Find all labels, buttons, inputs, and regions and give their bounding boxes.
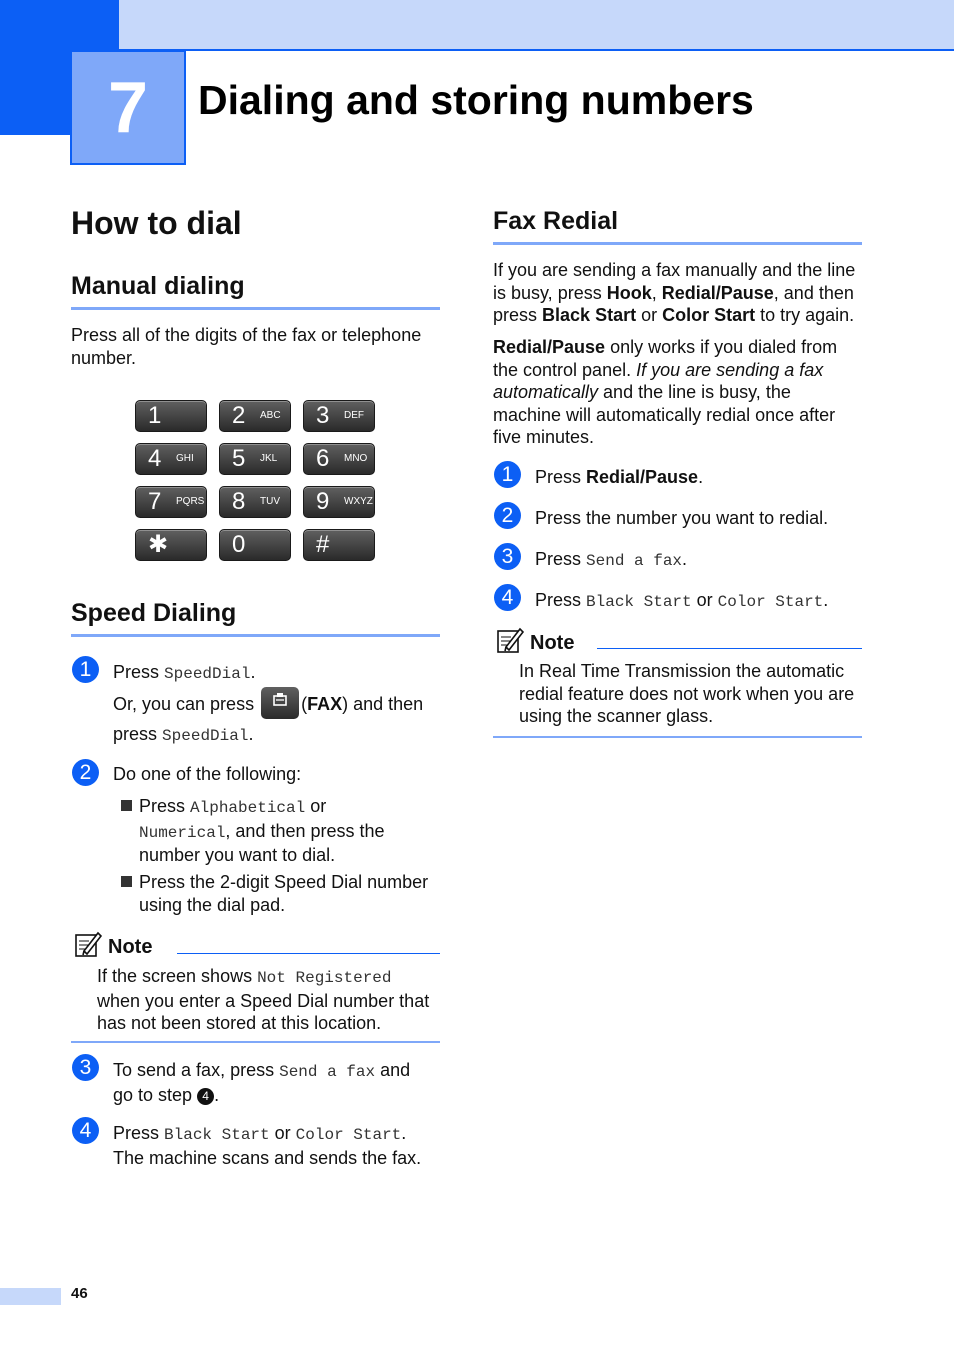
- redial-key-label: Redial/Pause: [493, 337, 606, 357]
- lcd-text: Alphabetical: [190, 799, 306, 817]
- speed-step3-text: [113, 1059, 453, 1106]
- speed-step2-text: Do one of the following:: [113, 764, 302, 784]
- text: Press: [535, 590, 587, 610]
- speed-bullet1: [139, 795, 449, 867]
- step-number: 1: [72, 656, 99, 683]
- section-title-how-to-dial: How to dial: [71, 205, 242, 241]
- text: machine will automatically redial once after: [493, 404, 836, 425]
- note-header-line: [597, 648, 862, 649]
- redial-step4-text: [535, 589, 885, 614]
- dial-key-digit: 8: [232, 488, 246, 515]
- step-number: 4: [72, 1117, 99, 1144]
- step-reference: 4: [197, 1088, 214, 1105]
- text: .: [823, 590, 829, 610]
- text: Press: [113, 662, 165, 682]
- text: .: [250, 662, 256, 682]
- section-rule: [493, 242, 862, 245]
- text: .: [698, 467, 704, 487]
- chapter-number-box: [70, 50, 186, 165]
- dial-key: [303, 400, 375, 432]
- text: .: [248, 724, 254, 744]
- redial-step3-text: [535, 548, 687, 573]
- text: Press: [139, 796, 191, 816]
- lcd-text: Send a fax: [279, 1063, 376, 1081]
- text: .: [401, 1123, 407, 1143]
- text: ) and then: [342, 694, 424, 714]
- text: go to step: [113, 1084, 198, 1105]
- text: Press: [113, 1123, 165, 1143]
- dial-key-digit: 0: [232, 531, 246, 558]
- page-number: 46: [71, 1285, 88, 1302]
- text: is busy, press: [493, 282, 607, 303]
- header-band: [119, 0, 954, 49]
- fax-button-icon: [261, 687, 299, 719]
- text: press: [493, 305, 543, 325]
- text: or: [636, 305, 663, 325]
- dial-key-letters: MNO: [344, 453, 368, 464]
- dial-key-digit: 4: [148, 445, 162, 472]
- chapter-number: 7: [107, 68, 149, 148]
- manual-dialing-text: Press all of the digits of the fax or telephone number.: [71, 325, 422, 368]
- text: or: [305, 796, 327, 816]
- speed-step1-alt: Or, you can press (FAX) and then press SpeedDial.: [113, 687, 453, 751]
- text: only works if you dialed from: [605, 337, 838, 357]
- text: If you are sending a fax: [636, 359, 824, 380]
- redial-key-label: Redial/Pause: [586, 467, 699, 487]
- section-title-fax-redial: Fax Redial: [493, 207, 619, 235]
- text: and the line is busy, the: [598, 382, 791, 402]
- dial-key: [219, 443, 291, 475]
- header-rule: [119, 49, 954, 51]
- speed-step1-text: [113, 661, 443, 686]
- speed-bullet2: [139, 871, 449, 916]
- step-number: 2: [494, 502, 521, 529]
- text: automatically: [493, 382, 599, 402]
- dial-key: [135, 443, 207, 475]
- fax-key-label: FAX: [307, 694, 343, 714]
- dial-key: [303, 443, 375, 475]
- text: using the dial pad.: [139, 894, 286, 915]
- redial-detail: [493, 336, 873, 449]
- step-number: 4: [494, 584, 521, 611]
- dial-key: [219, 400, 291, 432]
- dial-key: [219, 529, 291, 561]
- note-footer-line: [71, 1041, 440, 1043]
- redial-step1-text: [535, 466, 703, 489]
- dial-key: [135, 529, 207, 561]
- text: number you want to dial.: [139, 845, 336, 865]
- dial-key-digit: 1: [148, 402, 162, 429]
- dial-key-digit: 9: [316, 488, 330, 515]
- dial-key-letters: JKL: [260, 453, 278, 464]
- text: The machine scans and sends the fax.: [113, 1147, 422, 1168]
- text: redial feature does not work when you are: [519, 683, 855, 704]
- text: Press: [535, 467, 587, 487]
- dial-pad: [135, 400, 375, 562]
- step-number: 3: [72, 1054, 99, 1081]
- dial-key-digit: 3: [316, 402, 330, 429]
- lcd-text: Not Registered: [257, 969, 392, 987]
- chapter-title: Dialing and storing numbers: [198, 77, 754, 123]
- dial-key-letters: PQRS: [176, 496, 205, 507]
- dial-key-digit: #: [316, 531, 330, 558]
- black-start-label: Black Start: [542, 305, 637, 325]
- text: In Real Time Transmission the automatic: [519, 661, 845, 681]
- redial-note-text: [519, 660, 869, 728]
- text: or: [269, 1123, 296, 1143]
- text: five minutes.: [493, 427, 595, 447]
- text: using the scanner glass.: [519, 706, 714, 726]
- text: and: [375, 1060, 411, 1080]
- note-label: Note: [108, 936, 153, 958]
- dial-key-letters: WXYZ: [344, 496, 373, 507]
- text: .: [214, 1084, 220, 1105]
- section-rule: [71, 634, 440, 637]
- speed-note-text: [97, 965, 442, 1035]
- dial-key: [135, 400, 207, 432]
- text: has not been stored at this location.: [97, 1013, 382, 1033]
- dial-key: [135, 486, 207, 518]
- dial-key: [303, 529, 375, 561]
- text: To send a fax, press: [113, 1060, 280, 1080]
- footer-tab: [0, 1288, 61, 1305]
- dial-key-digit: ✱: [148, 531, 169, 558]
- redial-key-label: Redial/Pause: [661, 282, 774, 303]
- section-title-manual-dialing: Manual dialing: [71, 272, 245, 300]
- redial-step2-text: Press the number you want to redial.: [535, 508, 829, 528]
- text: when you enter a Speed Dial number that: [97, 990, 430, 1011]
- note-label: Note: [530, 632, 575, 654]
- text: Or, you can press: [113, 694, 260, 714]
- text: Press the 2-digit Speed Dial number: [139, 872, 429, 892]
- note-icon: [496, 626, 524, 654]
- lcd-text: Numerical: [139, 823, 226, 842]
- text: to try again.: [755, 305, 855, 325]
- text: ,: [651, 282, 662, 303]
- text: Press: [535, 549, 587, 569]
- text: press: [113, 724, 163, 744]
- dial-key-letters: DEF: [344, 410, 364, 421]
- dial-key: [219, 486, 291, 518]
- lcd-text: Send a fax: [586, 552, 683, 570]
- text: If you are sending a fax manually and the line: [493, 260, 856, 280]
- dial-key: [303, 486, 375, 518]
- dial-key-digit: 6: [316, 445, 330, 472]
- dial-key-letters: TUV: [260, 496, 280, 507]
- lcd-text: Black Start: [586, 593, 692, 611]
- step-number: 3: [494, 543, 521, 570]
- lcd-text: SpeedDial: [162, 727, 249, 745]
- dial-key-letters: GHI: [176, 453, 194, 464]
- step-number: 2: [72, 759, 99, 786]
- text: or: [691, 590, 718, 610]
- hook-key-label: Hook: [606, 282, 652, 303]
- bullet-icon: [121, 876, 132, 887]
- section-title-speed-dialing: Speed Dialing: [71, 599, 237, 627]
- text: If the screen shows: [97, 966, 258, 986]
- lcd-text: Color Start: [717, 593, 824, 611]
- lcd-text: SpeedDial: [164, 665, 251, 683]
- text: .: [682, 549, 688, 569]
- text: , and then press the: [225, 820, 385, 841]
- dial-key-digit: 5: [232, 445, 246, 472]
- section-rule: [71, 307, 440, 310]
- note-header-line: [177, 953, 440, 954]
- step-number: 1: [494, 461, 521, 488]
- note-icon: [74, 930, 102, 958]
- lcd-text: Black Start: [164, 1126, 270, 1144]
- text: the control panel.: [493, 359, 637, 380]
- dial-key-letters: ABC: [260, 410, 281, 421]
- color-start-label: Color Start: [662, 305, 756, 325]
- dial-key-digit: 7: [148, 488, 162, 515]
- text: , and then: [773, 282, 854, 303]
- bullet-icon: [121, 800, 132, 811]
- speed-step4-text: [113, 1122, 453, 1169]
- dial-key-digit: 2: [232, 402, 246, 429]
- note-footer-line: [493, 736, 862, 738]
- lcd-text: Color Start: [295, 1126, 402, 1144]
- redial-intro: [493, 259, 873, 327]
